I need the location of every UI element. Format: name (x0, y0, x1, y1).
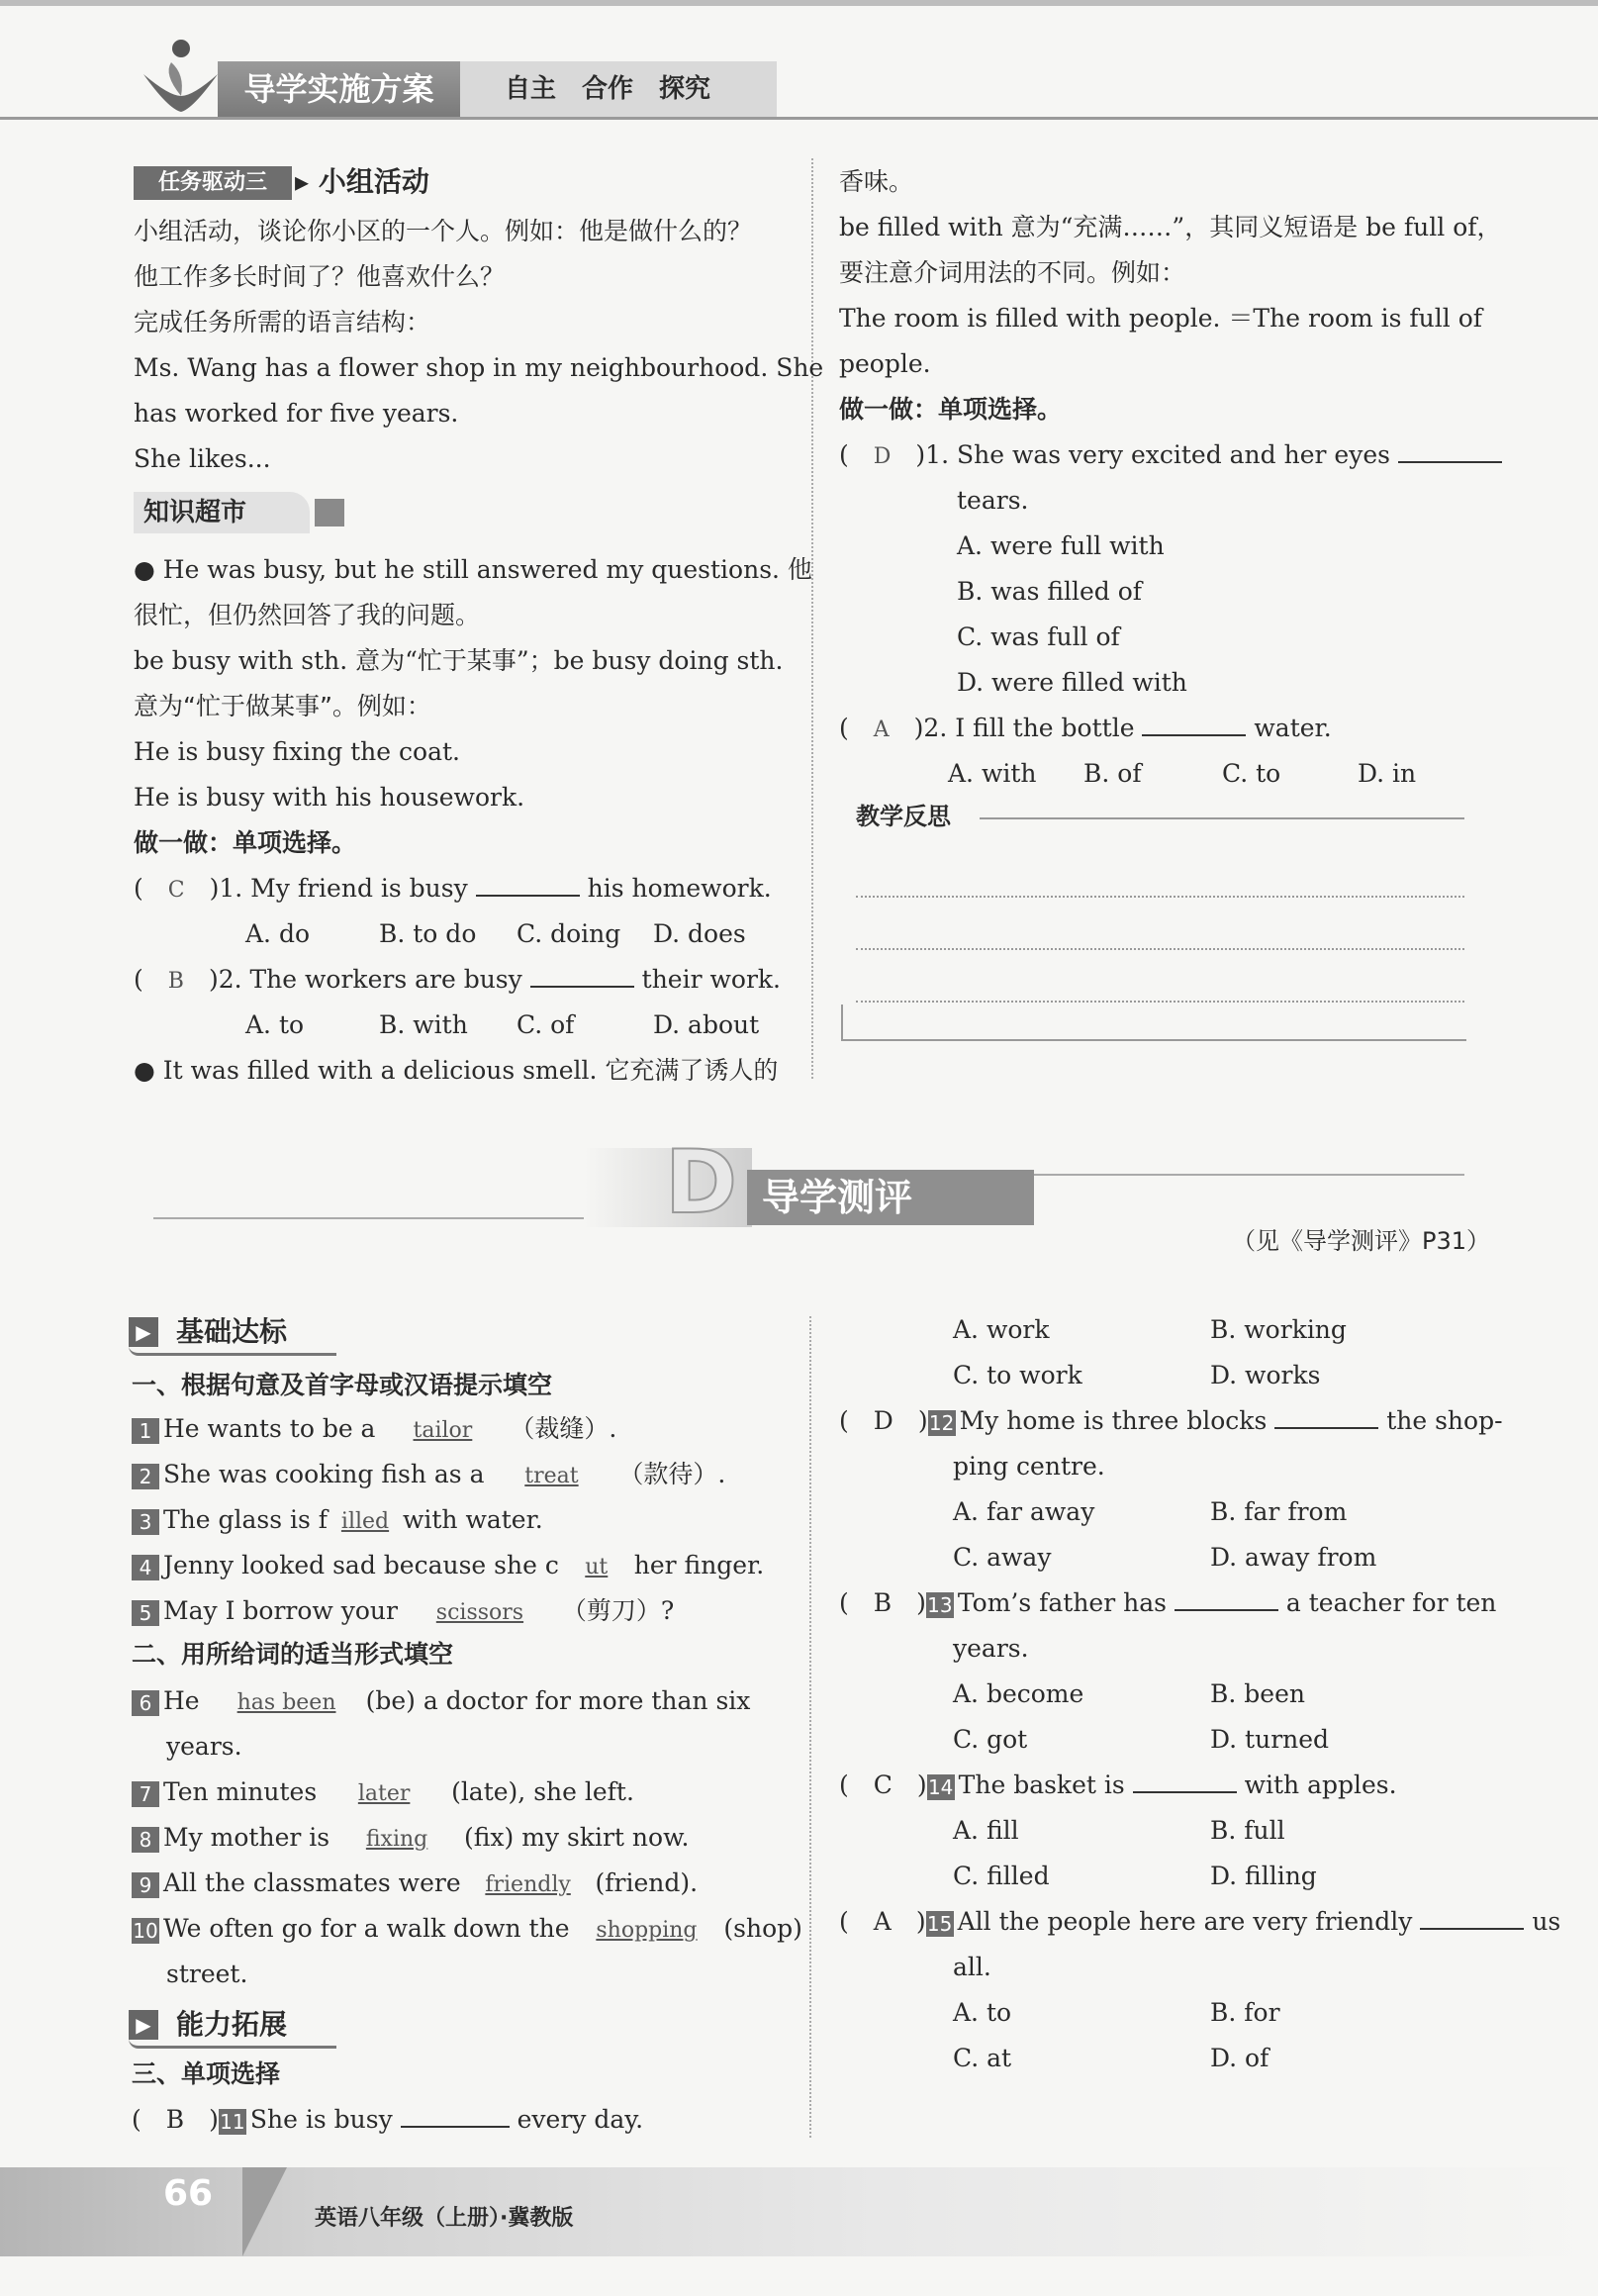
question-number: 12 (928, 1410, 955, 1435)
question-cont: years. (166, 1732, 242, 1761)
task-line: has worked for five years. (134, 399, 459, 428)
question-number: 14 (927, 1774, 954, 1799)
blank (1133, 1790, 1237, 1793)
question-text: with apples. (1244, 1770, 1397, 1799)
question-text: She was cooking fish as a (163, 1460, 485, 1488)
question-number: 4 (132, 1555, 159, 1580)
fill-question (132, 1453, 725, 1498)
option: C. to work (953, 1361, 1082, 1389)
option: C. to (1222, 759, 1281, 788)
reflection-line (856, 948, 1464, 950)
option: C. of (517, 1010, 575, 1039)
answer-letter: B (873, 1588, 893, 1617)
question-number: 1 (132, 1418, 159, 1444)
question-line: ( D )1. She was very excited and her eyes (839, 433, 1502, 479)
right-line: be filled with 意为“充满……”，其同义短语是 be full of， (839, 213, 1502, 241)
choice-question: ( B )13 Tom’s father has a teacher for ten (839, 1588, 1497, 1617)
question-text: May I borrow your (163, 1596, 398, 1625)
header-title: 导学实施方案 (243, 70, 434, 108)
option: D. of (1210, 2044, 1269, 2072)
option: B. was filled of (957, 577, 1143, 606)
question-text: her finger. (633, 1551, 765, 1579)
question-text: The glass is f (163, 1505, 329, 1534)
header-tags: 自主 合作 探究 (505, 74, 711, 104)
question-number: 8 (132, 1827, 159, 1853)
task-title: ▸ 小组活动 (295, 165, 429, 198)
question-line: ( A )2. I fill the bottle water. (839, 714, 1332, 742)
option: C. doing (517, 919, 621, 948)
choice-question: ( A )15 All the people here are very friendly us (839, 1907, 1561, 1936)
play-icon: ▶ (129, 2010, 158, 2040)
option: B. full (1210, 1816, 1285, 1845)
question-text: us (1532, 1907, 1561, 1936)
option: A. become (953, 1679, 1084, 1708)
choice-question: ( D )12 My home is three blocks the shop- (839, 1406, 1503, 1435)
option: C. was full of (957, 622, 1120, 651)
answer-blank: scissors (435, 1600, 524, 1625)
option: B. working (1210, 1315, 1347, 1344)
knowledge-line: be busy with sth. 意为“忙于某事”；be busy doing sth. (134, 646, 784, 675)
ability-badge: ▶ 能力拓展 (129, 2004, 336, 2049)
answer-blank: fixing (365, 1827, 428, 1852)
practice-label: 做一做：单项选择。 (134, 828, 357, 857)
option: B. to do (379, 919, 477, 948)
option: D. works (1210, 1361, 1321, 1389)
question-text: （剪刀）? (561, 1596, 675, 1625)
blank (1175, 1608, 1278, 1611)
question-text: He wants to be a (163, 1414, 376, 1443)
option: C. got (953, 1725, 1028, 1754)
knowledge-line: ● It was filled with a delicious smell. 它充满了诱人的 (134, 1056, 779, 1085)
fill-question (132, 1589, 674, 1635)
knowledge-line: 意为“忙于做某事”。例如： (134, 692, 431, 720)
option: D. in (1358, 759, 1417, 788)
page-number: 66 (163, 2173, 214, 2214)
question-line: ( C )1. My friend is busy his homework. (134, 874, 772, 903)
task-line: 小组活动，谈论你小区的一个人。例如：他是做什么的？ (134, 217, 753, 245)
reflection-line (856, 1001, 1464, 1003)
question-number: 9 (132, 1872, 159, 1898)
header-rule (0, 117, 1598, 120)
knowledge-line: ● He was busy, but he still answered my questions. 他 (134, 555, 812, 584)
question-number: 3 (132, 1509, 159, 1535)
question-text: （裁缝）. (510, 1414, 617, 1443)
question-text: (friend). (595, 1868, 699, 1897)
reflection-line (856, 896, 1464, 898)
answer-blank: tailor (413, 1418, 473, 1443)
task-line: 他工作多长时间了？他喜欢什么？ (134, 262, 506, 291)
reflection-box (841, 1004, 1466, 1041)
right-line: 要注意介词用法的不同。例如： (839, 258, 1186, 287)
knowledge-badge: 知识超市 (134, 492, 310, 533)
blank (1274, 1426, 1378, 1429)
practice-label: 做一做：单项选择。 (839, 395, 1063, 424)
question-text: Ten minutes (163, 1777, 318, 1806)
question-text: Jenny looked sad because she c (163, 1551, 559, 1579)
task-line: Ms. Wang has a flower shop in my neighbourhood. She (134, 353, 824, 382)
fill-question: 10 We often go for a walk down the shopping (shop) (133, 1914, 802, 1943)
fill-question (132, 1544, 764, 1589)
header-tags-bg (460, 61, 777, 117)
question-text: (late), she left. (451, 1777, 634, 1806)
section-title-bg: 导学测评 (747, 1170, 1034, 1225)
option: C. at (953, 2044, 1012, 2072)
fill-question (132, 1498, 543, 1544)
question-text: Tom’s father has (957, 1588, 1167, 1617)
answer-blank: friendly (485, 1872, 571, 1897)
option: A. to (953, 1998, 1012, 2027)
option: D. turned (1210, 1725, 1330, 1754)
question-text: My mother is (163, 1823, 330, 1852)
option: A. to (245, 1010, 305, 1039)
leaf-logo-icon (134, 35, 223, 119)
part1-title: 一、根据句意及首字母或汉语提示填空 (132, 1371, 553, 1399)
page-header (0, 0, 1598, 124)
task-line: 完成任务所需的语言结构： (134, 308, 431, 336)
footer-wedge (242, 2167, 287, 2256)
fill-question: 6 He has been (be) a doctor for more than six (132, 1679, 750, 1725)
answer-letter: C (873, 1770, 893, 1799)
answer-blank: treat (524, 1464, 579, 1488)
option: A. work (953, 1315, 1050, 1344)
option: A. were full with (957, 531, 1165, 560)
question-cont: tears. (957, 486, 1029, 515)
option: A. fill (953, 1816, 1019, 1845)
question-text: All the classmates were (163, 1868, 461, 1897)
right-line: 香味。 (839, 167, 914, 196)
question-text: All the people here are very friendly (957, 1907, 1413, 1936)
part3-title: 三、单项选择 (132, 2059, 281, 2088)
footer-bar (0, 2167, 1598, 2256)
fill-question (132, 1862, 698, 1907)
option: B. of (1083, 759, 1142, 788)
option: D. were filled with (957, 668, 1187, 697)
knowledge-line: He is busy fixing the coat. (134, 737, 460, 766)
question-text: with water. (402, 1505, 543, 1534)
question-number: 5 (132, 1600, 159, 1626)
section-letter: D (665, 1131, 738, 1233)
answer-letter: D (873, 1406, 893, 1435)
question-cont: street. (166, 1960, 248, 1988)
option: D. about (653, 1010, 760, 1039)
option: A. with (948, 759, 1037, 788)
task-line: She likes... (134, 444, 271, 473)
option: C. filled (953, 1862, 1050, 1890)
question-cont: ping centre. (953, 1452, 1105, 1481)
basic-badge: ▶ 基础达标 (129, 1311, 336, 1356)
option: D. filling (1210, 1862, 1317, 1890)
column-divider-bottom (809, 1316, 811, 2138)
option: A. far away (953, 1497, 1095, 1526)
book-title: 英语八年级（上册）·冀教版 (315, 2206, 574, 2231)
option: B. with (379, 1010, 468, 1039)
question-text: （款待）. (618, 1460, 726, 1488)
question-cont: all. (953, 1953, 991, 1981)
question-text: the shop- (1386, 1406, 1503, 1435)
answer-letter: A (873, 1907, 892, 1936)
question-text: The basket is (958, 1770, 1125, 1799)
question-number: 15 (926, 1911, 953, 1936)
option: B. far from (1210, 1497, 1348, 1526)
option: B. been (1210, 1679, 1305, 1708)
header-tab (218, 61, 460, 117)
right-line: The room is filled with people. ＝The room is full of (839, 304, 1483, 333)
question-text: (fix) my skirt now. (464, 1823, 690, 1852)
knowledge-line: 很忙，但仍然回答了我的问题。 (134, 601, 481, 629)
answer-blank: illed (340, 1509, 390, 1534)
arrow-icon (315, 499, 344, 526)
question-text: My home is three blocks (959, 1406, 1268, 1435)
choice-question: ( C )14 The basket is with apples. (839, 1770, 1397, 1799)
answer-blank: later (357, 1781, 411, 1806)
reflection-title: 教学反思 (856, 803, 951, 830)
option: D. away from (1210, 1543, 1377, 1572)
blank (1420, 1927, 1524, 1930)
fill-question (132, 1770, 634, 1816)
question-number: 2 (132, 1464, 159, 1489)
knowledge-line: He is busy with his housework. (134, 783, 525, 812)
fill-question (132, 1407, 616, 1453)
part2-title: 二、用所给词的适当形式填空 (132, 1640, 454, 1669)
option: D. does (653, 919, 746, 948)
choice-question: ( B )11 She is busy every day. (132, 2105, 644, 2134)
option: A. do (245, 919, 311, 948)
right-line: people. (839, 349, 931, 378)
fill-question (132, 1816, 689, 1862)
question-text: a teacher for ten (1285, 1588, 1497, 1617)
task-badge: 任务驱动三 (134, 166, 292, 200)
option: B. for (1210, 1998, 1280, 2027)
banner-rule-right (1029, 1174, 1464, 1176)
question-line: ( B )2. The workers are busy their work. (134, 965, 781, 994)
play-icon: ▶ (129, 1317, 158, 1347)
top-rule (0, 0, 1598, 6)
question-number: 7 (132, 1781, 159, 1807)
answer-blank: ut (585, 1555, 609, 1579)
reflection-rule (980, 817, 1464, 819)
section-ref: （见《导学测评》P31） (1232, 1227, 1491, 1255)
question-number: 13 (927, 1592, 953, 1617)
option: C. away (953, 1543, 1052, 1572)
question-cont: years. (953, 1634, 1029, 1663)
column-divider (811, 158, 813, 1079)
